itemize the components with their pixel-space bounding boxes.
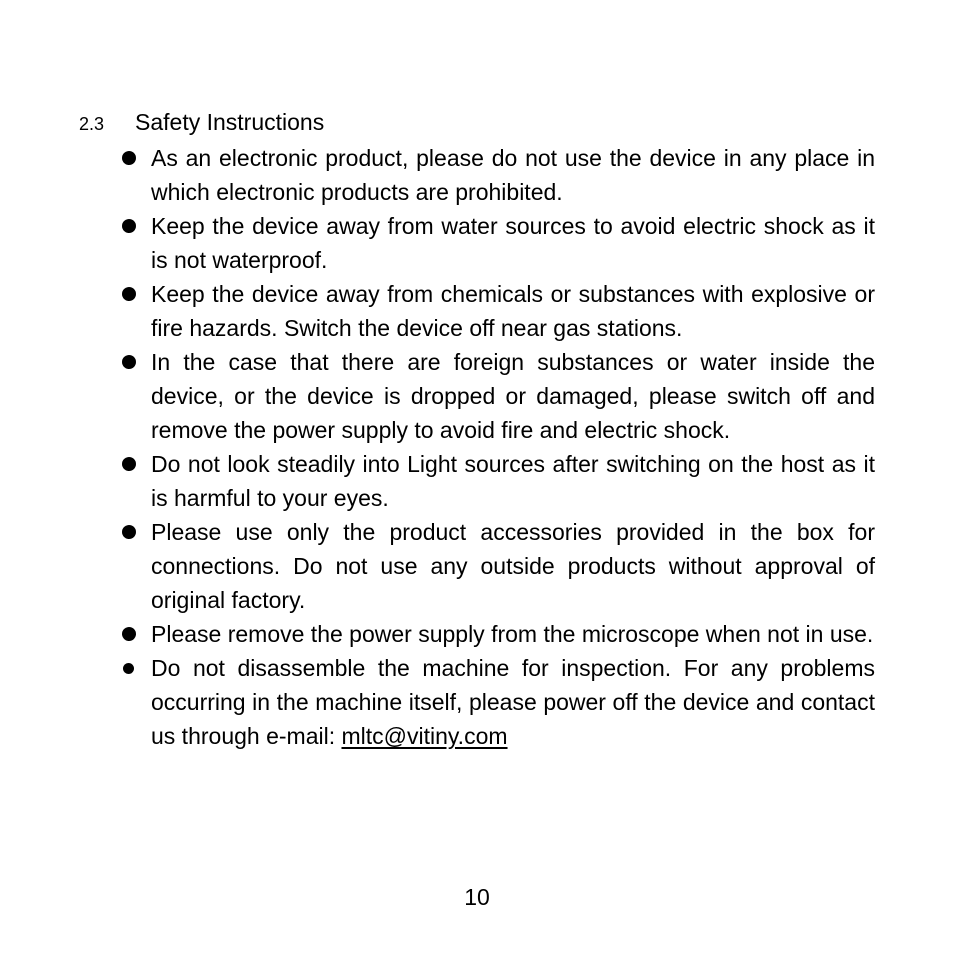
contact-text: Do not disassemble the machine for inspection. For any problems occurring in the machine itself, please power off the device and contact us through e-mail: <box>151 655 875 749</box>
list-item <box>120 209 875 277</box>
section-number: 2.3 <box>79 114 105 134</box>
section-title: Safety Instructions <box>135 109 325 135</box>
list-item-text: Please remove the power supply from the microscope when not in use. <box>151 621 874 647</box>
bullet-icon <box>122 287 136 301</box>
list-item-text: Keep the device away from chemicals or substances with explosive or fire hazards. Switch the device off near gas stations. <box>151 281 875 341</box>
safety-instructions-list <box>120 141 875 753</box>
list-item-text: In the case that there are foreign substances or water inside the device, or the device is dropped or damaged, please switch off and remove the power supply to avoid fire and electric shock. <box>151 349 875 443</box>
list-item-text: Please use only the product accessories provided in the box for connections. Do not use any outside products without approval of original factory. <box>151 519 875 613</box>
email-link[interactable]: mltc@vitiny.com <box>341 723 508 749</box>
list-item-text <box>151 651 875 753</box>
bullet-icon <box>122 457 136 471</box>
bullet-icon <box>122 355 136 369</box>
bullet-icon <box>122 525 136 539</box>
section-heading <box>79 107 324 139</box>
list-item-text: Keep the device away from water sources to avoid electric shock as it is not waterproof. <box>151 213 875 273</box>
list-item-text: Do not look steadily into Light sources after switching on the host as it is harmful to your eyes. <box>151 451 875 511</box>
page-number: 10 <box>464 884 490 910</box>
bullet-icon <box>122 627 136 641</box>
list-item <box>120 617 875 651</box>
list-item <box>120 141 875 209</box>
list-item <box>120 447 875 515</box>
bullet-icon <box>122 151 136 165</box>
list-item <box>120 651 875 753</box>
bullet-icon <box>123 663 134 674</box>
list-item <box>120 345 875 447</box>
list-item <box>120 277 875 345</box>
list-item <box>120 515 875 617</box>
list-item-text: As an electronic product, please do not use the device in any place in which electronic products are prohibited. <box>151 145 875 205</box>
bullet-icon <box>122 219 136 233</box>
